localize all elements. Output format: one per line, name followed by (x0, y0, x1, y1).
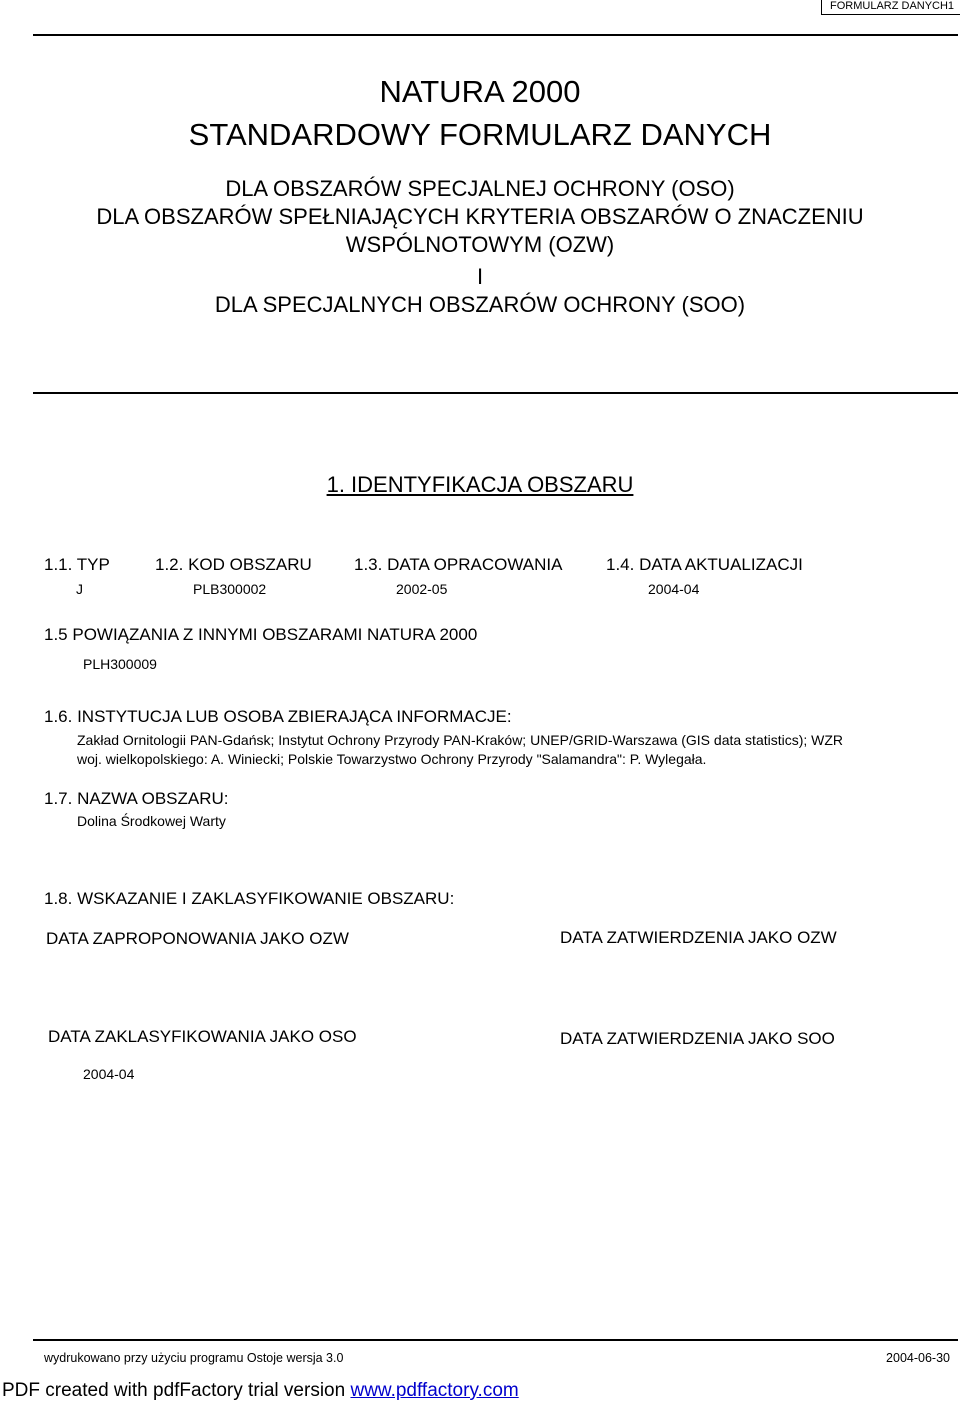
subtitle-line1: DLA OBSZARÓW SPECJALNEJ OCHRONY (OSO) (225, 176, 735, 201)
subtitle-line3: WSPÓLNOTOWYM (OZW) (345, 232, 615, 257)
footer-date: 2004-06-30 (886, 1351, 950, 1365)
subtitle-line5: DLA SPECJALNYCH OBSZARÓW OCHRONY (SOO) (214, 292, 746, 317)
data-zaklasyfikowania-value: 2004-04 (83, 1066, 135, 1082)
data-zatwierdzenia-soo-label: DATA ZATWIERDZENIA JAKO SOO (560, 1029, 835, 1048)
data-zaproponowania-label: DATA ZAPROPONOWANIA JAKO OZW (46, 929, 349, 948)
pdf-watermark (2, 1380, 519, 1402)
nazwa-value: Dolina Środkowej Warty (77, 813, 226, 829)
field-typ-value: J (76, 581, 83, 597)
field-data-aktualizacji-label: 1.4. DATA AKTUALIZACJI (606, 555, 803, 574)
top-rule (33, 34, 958, 36)
section-rule (33, 392, 958, 394)
page-number: 1 (947, 0, 954, 12)
field-kod-label: 1.2. KOD OBSZARU (155, 555, 312, 574)
footer-program: wydrukowano przy użyciu programu Ostoje wersja 3.0 (44, 1351, 344, 1365)
field-typ-label: 1.1. TYP (44, 555, 110, 574)
section-heading: 1. IDENTYFIKACJA OBSZARU (326, 472, 634, 497)
footer-rule (33, 1339, 958, 1341)
data-zaklasyfikowania-label: DATA ZAKLASYFIKOWANIA JAKO OSO (48, 1027, 357, 1046)
field-data-opracowania-label: 1.3. DATA OPRACOWANIA (354, 555, 563, 574)
title-natura: NATURA 2000 (379, 74, 581, 109)
powiazania-label: 1.5 POWIĄZANIA Z INNYMI OBSZARAMI NATURA 2000 (44, 625, 478, 644)
data-zatwierdzenia-ozw-label: DATA ZATWIERDZENIA JAKO OZW (560, 928, 837, 947)
page-header-tag (821, 0, 960, 15)
field-data-opracowania-value: 2002-05 (396, 581, 448, 597)
instytucja-label: 1.6. INSTYTUCJA LUB OSOBA ZBIERAJĄCA INFORMACJE: (44, 707, 512, 726)
instytucja-line1: Zakład Ornitologii PAN-Gdańsk; Instytut Ochrony Przyrody PAN-Kraków; UNEP/GRID-Warszawa (GIS data statistics); WZR (77, 732, 844, 748)
instytucja-line2: woj. wielkopolskiego: A. Winiecki; Polskie Towarzystwo Ochrony Przyrody "Salamandra": P. Wylegała. (77, 751, 707, 767)
field-data-aktualizacji-value: 2004-04 (648, 581, 700, 597)
title-form: STANDARDOWY FORMULARZ DANYCH (188, 117, 772, 152)
header-label: FORMULARZ DANYCH (830, 0, 948, 12)
field-kod-value: PLB300002 (193, 581, 267, 597)
powiazania-value: PLH300009 (83, 656, 157, 672)
nazwa-label: 1.7. NAZWA OBSZARU: (44, 789, 229, 808)
pdf-watermark-link[interactable]: www.pdffactory.com (350, 1380, 519, 1401)
pdf-watermark-text: PDF created with pdfFactory trial version (2, 1380, 351, 1401)
subtitle-line2: DLA OBSZARÓW SPEŁNIAJĄCYCH KRYTERIA OBSZARÓW O ZNACZENIU (96, 204, 864, 229)
wskazanie-label: 1.8. WSKAZANIE I ZAKLASYFIKOWANIE OBSZARU: (44, 889, 455, 908)
subtitle-line4: I (476, 264, 484, 289)
